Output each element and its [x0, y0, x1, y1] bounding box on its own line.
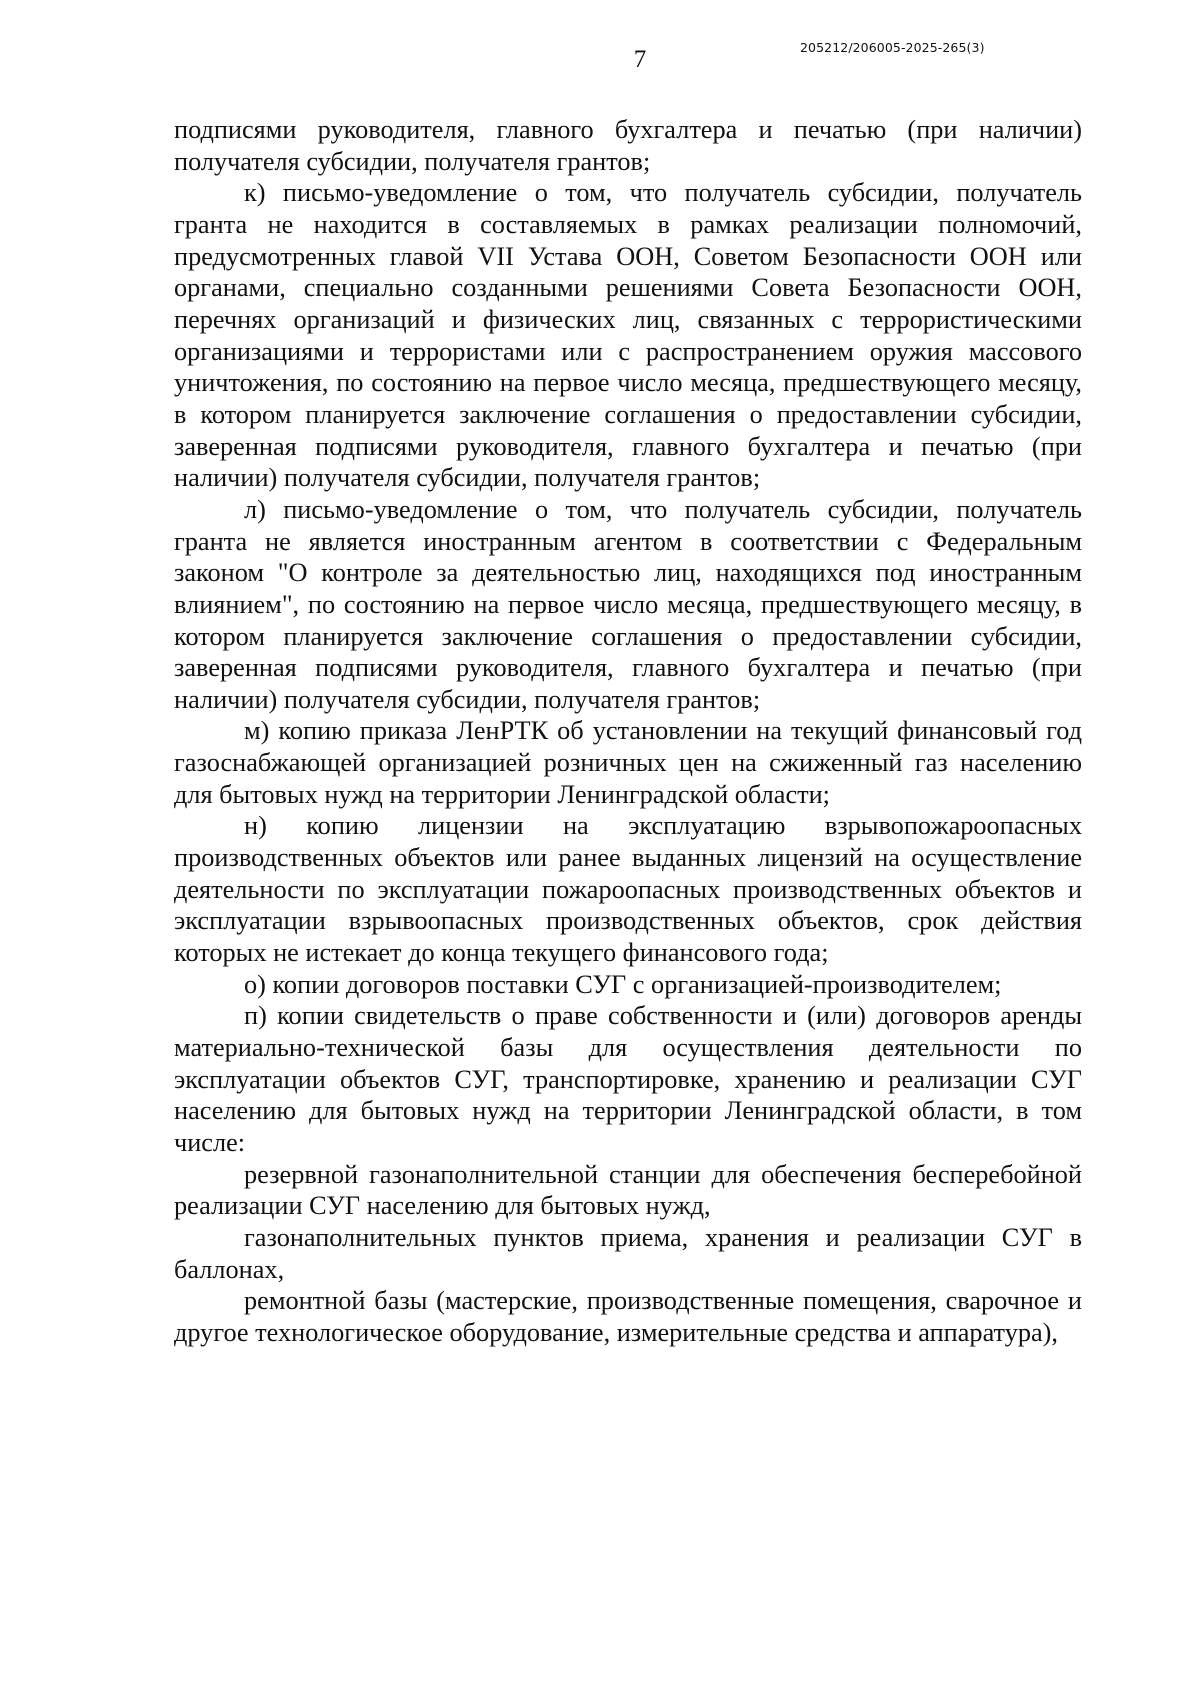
document-body — [174, 114, 1082, 1349]
paragraph-subitem-filling-points: газонаполнительных пунктов приема, хранения и реализации СУГ в баллонах, — [174, 1222, 1082, 1284]
page-number: 7 — [633, 46, 647, 73]
document-code: 205212/206005-2025-265(3) — [800, 40, 985, 55]
paragraph-item-o: о) копии договоров поставки СУГ с организацией-производителем; — [244, 969, 1002, 999]
paragraph-subitem-reserve-station: резервной газонаполнительной станции для обеспечения бесперебойной реализации СУГ населению для бытовых нужд, — [174, 1159, 1082, 1221]
paragraph-item-m: м) копию приказа ЛенРТК об установлении на текущий финансовый год газоснабжающей организацией розничных цен на сжиженный газ населению для бытовых нужд на территории Ленинградской области; — [174, 716, 1082, 809]
paragraph-item-k: к) письмо-уведомление о том, что получатель субсидии, получатель гранта не находится в составляемых в рамках реализации полномочий, предусмотренных главой VII Устава ООН, Советом Безопасности ООН или органами, специально созданными решениями Совета Безопасности ООН, перечнях организаций и физических лиц, связанных с террористическими организациями и террористами или с распространением оружия массового уничтожения, по состоянию на первое число месяца, предшествующего месяцу, в котором планируется заключение соглашения о предоставлении субсидии, заверенная подписями руководителя, главного бухгалтера и печатью (при наличии) получателя субсидии, получателя грантов; — [174, 178, 1082, 493]
paragraph-continuation: подписями руководителя, главного бухгалтера и печатью (при наличии) получателя субсидии, получателя грантов; — [174, 115, 1082, 176]
paragraph-item-n: н) копию лицензии на эксплуатацию взрывопожароопасных производственных объектов или ранее выданных лицензий на осуществление деятельности по эксплуатации пожароопасных производственных объектов и эксплуатации взрывоопасных производственных объектов, срок действия которых не истекает до конца текущего финансового года; — [174, 811, 1082, 968]
paragraph-subitem-repair-base: ремонтной базы (мастерские, производственные помещения, сварочное и другое технологическое оборудование, измерительные средства и аппаратура), — [174, 1286, 1082, 1347]
paragraph-item-p: п) копии свидетельств о праве собственности и (или) договоров аренды материально-технической базы для осуществления деятельности по эксплуатации объектов СУГ, транспортировке, хранению и реализации СУГ населению для бытовых нужд на территории Ленинградской области, в том числе: — [174, 1001, 1082, 1157]
paragraph-item-l: л) письмо-уведомление о том, что получатель субсидии, получатель гранта не является иностранным агентом в соответствии с Федеральным законом "О контроле за деятельностью лиц, находящихся под иностранным влиянием", по состоянию на первое число месяца, предшествующего месяцу, в котором планируется заключение соглашения о предоставлении субсидии, заверенная подписями руководителя, главного бухгалтера и печатью (при наличии) получателя субсидии, получателя грантов; — [174, 494, 1082, 714]
